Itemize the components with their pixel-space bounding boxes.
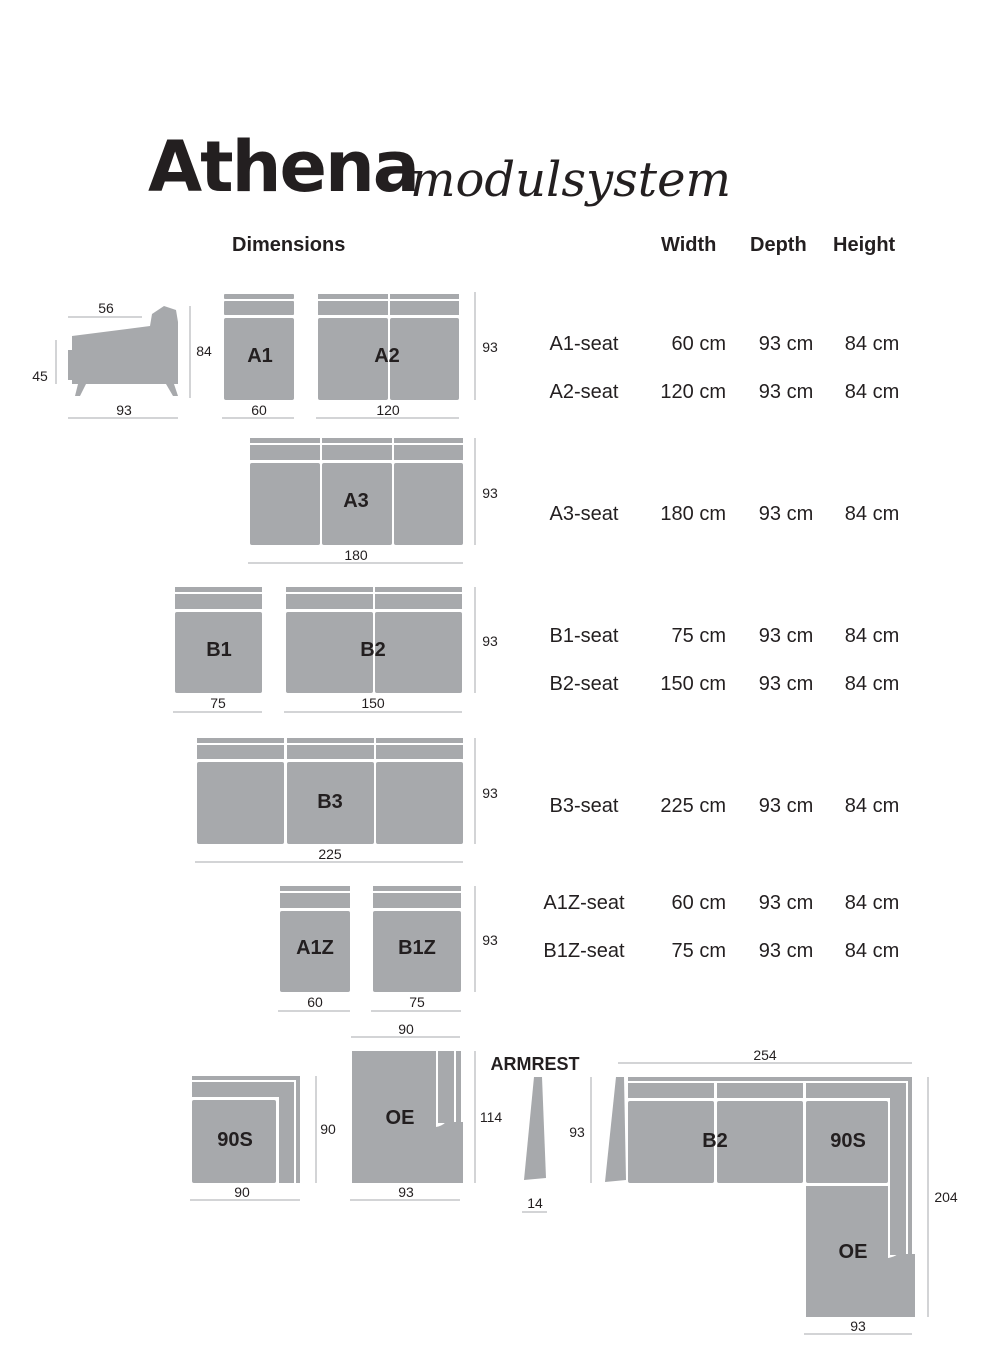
row-height: 84 cm bbox=[844, 940, 900, 962]
module-90s-width: 90 bbox=[234, 1184, 250, 1200]
armrest-label: ARMREST bbox=[490, 1054, 580, 1074]
module-a1z-depth: 93 bbox=[482, 932, 498, 948]
row-depth: 93 cm bbox=[758, 673, 814, 695]
combo-oe-width: 93 bbox=[850, 1318, 866, 1334]
module-a1z-width: 60 bbox=[307, 994, 323, 1010]
side-seat-height-label: 45 bbox=[32, 368, 48, 384]
module-b1z-label: B1Z bbox=[398, 937, 436, 959]
combination bbox=[569, 1047, 958, 1334]
row-width: 60 cm bbox=[671, 333, 726, 355]
module-oe-top-width: 90 bbox=[398, 1021, 414, 1037]
row-name: A1-seat bbox=[549, 333, 619, 355]
combo-oe-label: OE bbox=[838, 1241, 868, 1263]
row-width: 60 cm bbox=[671, 892, 726, 914]
row-height: 84 cm bbox=[844, 673, 900, 695]
module-b3 bbox=[195, 738, 463, 862]
table-row bbox=[520, 380, 920, 404]
row-width: 75 cm bbox=[671, 625, 726, 647]
combo-armrest bbox=[605, 1077, 626, 1182]
side-view-leg-right bbox=[166, 384, 178, 396]
row-width: 120 cm bbox=[660, 381, 726, 403]
header-width: Width bbox=[661, 234, 717, 256]
module-90s bbox=[190, 1076, 336, 1200]
row-depth: 93 cm bbox=[758, 940, 814, 962]
row-height: 84 cm bbox=[844, 333, 900, 355]
module-oe-label: OE bbox=[385, 1107, 415, 1129]
module-a1 bbox=[222, 294, 294, 418]
module-oe bbox=[350, 1021, 502, 1200]
table-row bbox=[520, 891, 920, 915]
side-height-label: 84 bbox=[196, 343, 212, 359]
module-b3-width: 225 bbox=[318, 846, 342, 862]
side-top-depth-label: 56 bbox=[98, 300, 114, 316]
module-b2 bbox=[284, 587, 462, 712]
row-name: B3-seat bbox=[549, 795, 619, 817]
module-a1-depth: 93 bbox=[482, 339, 498, 355]
module-a3 bbox=[248, 438, 463, 563]
row-width: 225 cm bbox=[660, 795, 726, 817]
row-depth: 93 cm bbox=[758, 503, 814, 525]
table-row bbox=[520, 502, 920, 526]
armrest-width: 14 bbox=[527, 1195, 543, 1211]
module-a1z-label: A1Z bbox=[296, 937, 334, 959]
module-b1z-width: 75 bbox=[409, 994, 425, 1010]
armrest bbox=[491, 1054, 580, 1212]
header-depth: Depth bbox=[750, 234, 807, 256]
module-b1-width: 75 bbox=[210, 695, 226, 711]
row-depth: 93 cm bbox=[758, 892, 814, 914]
side-view-front bbox=[68, 350, 72, 380]
module-a1-label: A1 bbox=[247, 345, 273, 367]
module-a1-width: 60 bbox=[251, 402, 267, 418]
row-height: 84 cm bbox=[844, 795, 900, 817]
table-row bbox=[520, 624, 920, 648]
row-width: 75 cm bbox=[671, 940, 726, 962]
module-90s-depth: 90 bbox=[320, 1121, 336, 1137]
combo-90s-label: 90S bbox=[830, 1130, 866, 1152]
module-b1-depth: 93 bbox=[482, 633, 498, 649]
module-a2 bbox=[316, 294, 459, 418]
row-height: 84 cm bbox=[844, 892, 900, 914]
table-row bbox=[520, 332, 920, 356]
module-b3-depth: 93 bbox=[482, 785, 498, 801]
header-dimensions: Dimensions bbox=[232, 234, 346, 256]
side-view bbox=[32, 300, 212, 418]
side-view-leg-left bbox=[75, 384, 86, 396]
row-height: 84 cm bbox=[844, 503, 900, 525]
row-name: B2-seat bbox=[549, 673, 619, 695]
table-row bbox=[520, 672, 920, 696]
module-a3-width: 180 bbox=[344, 547, 368, 563]
table-row bbox=[520, 794, 920, 818]
module-b2-width: 150 bbox=[361, 695, 385, 711]
side-depth-label: 93 bbox=[116, 402, 132, 418]
combo-width: 254 bbox=[753, 1047, 777, 1063]
row-width: 150 cm bbox=[660, 673, 726, 695]
title: Athena bbox=[148, 126, 419, 208]
row-name: B1Z-seat bbox=[543, 940, 625, 962]
row-name: A3-seat bbox=[549, 503, 619, 525]
armrest-shape bbox=[524, 1077, 546, 1180]
side-view-body bbox=[72, 306, 178, 384]
module-b2-label: B2 bbox=[360, 639, 386, 661]
row-name: B1-seat bbox=[549, 625, 619, 647]
row-depth: 93 cm bbox=[758, 381, 814, 403]
module-a2-label: A2 bbox=[374, 345, 400, 367]
row-name: A2-seat bbox=[549, 381, 619, 403]
row-depth: 93 cm bbox=[758, 333, 814, 355]
row-width: 180 cm bbox=[660, 503, 726, 525]
module-a3-label: A3 bbox=[343, 490, 369, 512]
combo-b2-label: B2 bbox=[702, 1130, 728, 1152]
module-oe-width: 93 bbox=[398, 1184, 414, 1200]
module-b1 bbox=[173, 587, 262, 712]
module-a3-depth: 93 bbox=[482, 485, 498, 501]
table-row bbox=[520, 939, 920, 963]
module-90s-label: 90S bbox=[217, 1129, 253, 1151]
module-a2-width: 120 bbox=[376, 402, 400, 418]
combo-height: 204 bbox=[934, 1189, 958, 1205]
module-a1z bbox=[278, 886, 350, 1011]
row-name: A1Z-seat bbox=[543, 892, 625, 914]
row-depth: 93 cm bbox=[758, 795, 814, 817]
module-b3-label: B3 bbox=[317, 791, 343, 813]
row-height: 84 cm bbox=[844, 625, 900, 647]
module-b1-label: B1 bbox=[206, 639, 232, 661]
row-height: 84 cm bbox=[844, 381, 900, 403]
module-oe-depth: 114 bbox=[479, 1109, 503, 1125]
module-b1z bbox=[371, 886, 461, 1011]
combo-depth: 93 bbox=[569, 1124, 585, 1140]
header-height: Height bbox=[833, 234, 896, 256]
row-depth: 93 cm bbox=[758, 625, 814, 647]
subtitle: modulsystem bbox=[410, 152, 731, 208]
